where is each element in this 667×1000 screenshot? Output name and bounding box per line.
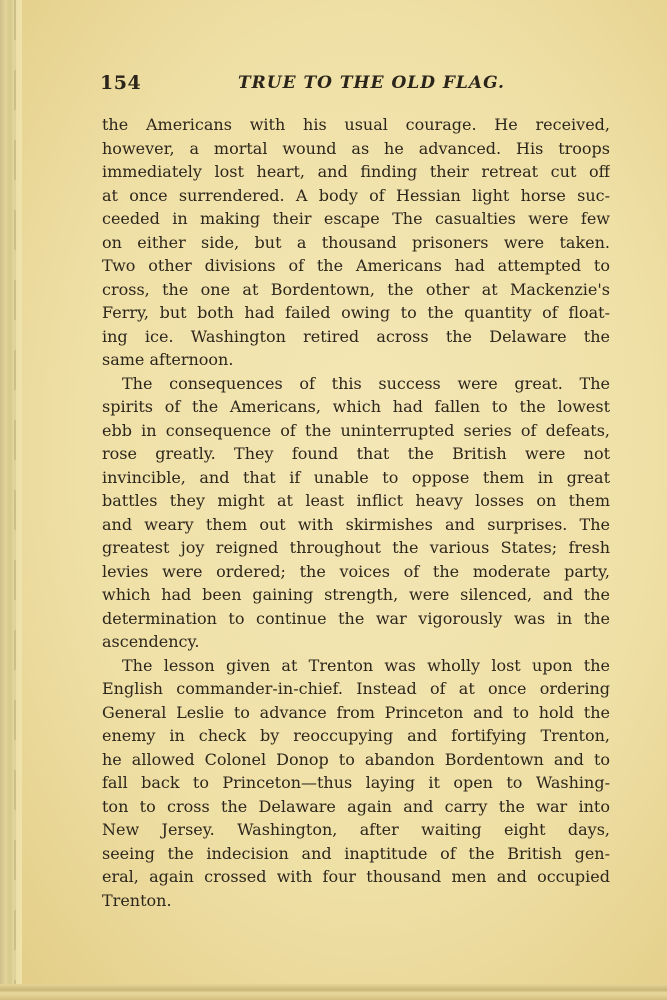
text-line: which had been gaining strength, were silenced, and the bbox=[102, 585, 610, 604]
text-line: The consequences of this success were great. The bbox=[122, 373, 610, 393]
text-line: eral, again crossed with four thousand men and occupied bbox=[102, 867, 610, 886]
page-number: 154 bbox=[100, 72, 142, 94]
text-line: Trenton. bbox=[102, 890, 172, 910]
text-line: at once surrendered. A body of Hessian light horse suc- bbox=[102, 185, 610, 205]
text-line: cross, the one at Bordentown, the other at Mackenzie's bbox=[102, 279, 610, 299]
text-line: however, a mortal wound as he advanced. His troops bbox=[102, 138, 610, 158]
text-line: same afternoon. bbox=[102, 350, 234, 369]
text-line: The lesson given at Trenton was wholly lost upon the bbox=[122, 655, 610, 675]
page-header bbox=[100, 72, 610, 100]
text-line: Ferry, but both had failed owing to the quantity of float- bbox=[102, 303, 610, 322]
text-line: enemy in check by reoccupying and fortifying Trenton, bbox=[102, 726, 610, 745]
text-line: English commander-in-chief. Instead of at once ordering bbox=[102, 679, 610, 698]
text-line: New Jersey. Washington, after waiting eight days, bbox=[102, 820, 610, 839]
text-line: ascendency. bbox=[102, 632, 200, 651]
text-line: ebb in consequence of the uninterrupted series of defeats, bbox=[102, 420, 610, 440]
text-line: invincible, and that if unable to oppose them in great bbox=[102, 467, 610, 487]
text-line: General Leslie to advance from Princeton and to hold the bbox=[102, 702, 610, 722]
text-line: levies were ordered; the voices of the moderate party, bbox=[102, 561, 610, 581]
running-title: TRUE TO THE OLD FLAG. bbox=[238, 73, 505, 93]
text-line: immediately lost heart, and finding their retreat cut off bbox=[102, 162, 610, 181]
text-line: battles they might at least inflict heavy losses on them bbox=[102, 491, 610, 510]
text-line: ing ice. Washington retired across the Delaware the bbox=[102, 326, 610, 346]
body-text bbox=[102, 113, 610, 912]
text-line: Two other divisions of the Americans had attempted to bbox=[102, 256, 610, 275]
text-line: ceeded in making their escape The casualties were few bbox=[102, 209, 610, 228]
text-line: and weary them out with skirmishes and surprises. The bbox=[102, 514, 610, 534]
text-line: ton to cross the Delaware again and carry the war into bbox=[102, 796, 610, 816]
text-line: he allowed Colonel Donop to abandon Bordentown and to bbox=[102, 749, 610, 769]
text-line: fall back to Princeton—thus laying it open to Washing- bbox=[102, 773, 610, 792]
page-bottom-edge bbox=[0, 984, 667, 1000]
text-line: spirits of the Americans, which had fallen to the lowest bbox=[102, 397, 610, 416]
text-line: seeing the indecision and inaptitude of the British gen- bbox=[102, 843, 610, 863]
text-line: the Americans with his usual courage. He received, bbox=[102, 115, 610, 134]
text-line: on either side, but a thousand prisoners were taken. bbox=[102, 232, 610, 252]
text-line: greatest joy reigned throughout the various States; fresh bbox=[102, 538, 610, 557]
page-gutter bbox=[0, 0, 22, 1000]
text-line: determination to continue the war vigorously was in the bbox=[102, 608, 610, 628]
text-line: rose greatly. They found that the British were not bbox=[102, 444, 610, 463]
